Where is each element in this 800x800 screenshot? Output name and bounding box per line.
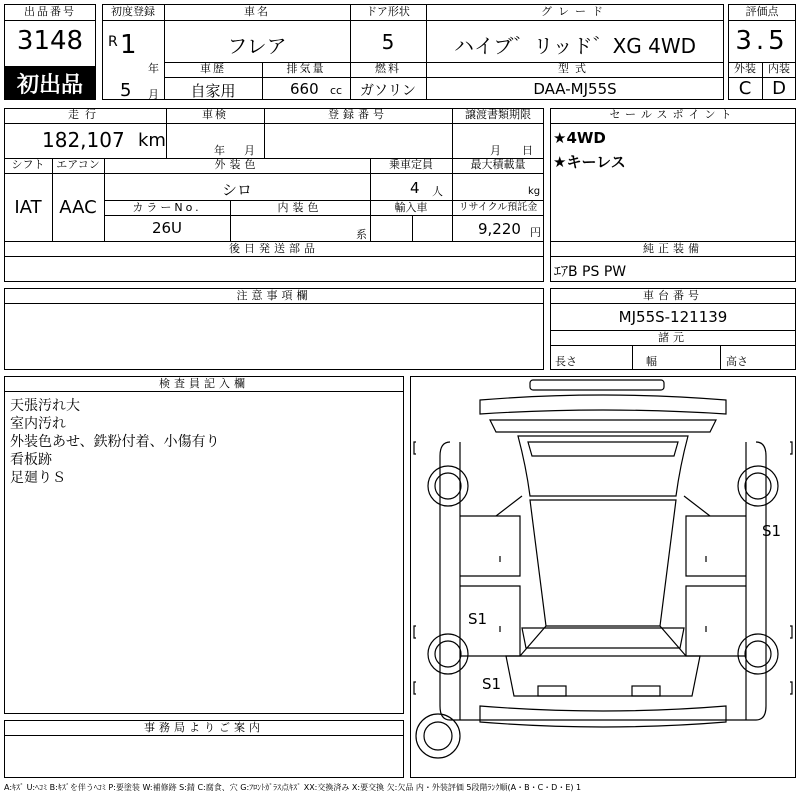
lot-no-label: 出品番号 [24,5,76,18]
inspector-line-2: 室内汚れ [10,416,66,432]
mileage-unit: km [138,130,166,151]
int-color-label: 内装色 [277,201,323,214]
office-label: 事務局よりご案内 [144,721,264,734]
first-listing-text: 初出品 [16,73,83,98]
chassis-label: 車台番号 [643,289,703,302]
transfer-month: 月 [490,144,501,157]
mileage-label: 走行 [68,108,102,121]
car-name-label: 車名 [244,5,270,18]
interior-grade: D [772,78,786,99]
fuel-label: 燃料 [375,62,401,75]
plate-label: 登録番号 [328,108,388,121]
recycle-unit: 円 [530,226,541,239]
model: DAA-MJ55S [533,80,617,98]
displacement-label: 排気量 [286,62,326,75]
capacity-unit: 人 [432,185,443,198]
damage-mark-right-front: S1 [762,522,782,540]
interior-label: 内装 [768,62,790,75]
damage-mark-left-rear: S1 [482,675,502,693]
damage-mark-left-rear-door: S1 [468,610,488,628]
color: シロ [221,181,252,199]
inspector-label: 検査員記入欄 [159,377,249,390]
inspector-line-5: 足廻りＳ [10,470,66,486]
score-label: 評価点 [745,5,779,18]
displacement: 660 [290,80,319,98]
color-no: 26U [151,219,183,237]
car-name: フレア [227,34,287,58]
history-label: 車歴 [200,62,226,75]
score: 3.5 [735,26,789,56]
shift-label: シフト [11,158,45,171]
grade-label: グレード [541,5,609,18]
chassis-no: MJ55S-121139 [618,308,728,326]
shift: IAT [14,197,42,218]
height-label: 高さ [726,355,748,368]
transfer-label: 譲渡書類期限 [465,108,531,121]
fuel: ガソリン [360,83,416,99]
transfer-day: 日 [522,144,533,157]
inspector-line-4: 看板跡 [10,452,52,468]
equipment: ｴｱB PS PW [554,264,627,280]
footer-legend: A:ｷｽﾞ U:ﾍｺﾐ B:ｷｽﾞを伴うﾍｺﾐ P:要塗装 W:補修跡 S:錆 C:腐食、穴 G:ﾌﾛﾝﾄｶﾞﾗｽ点ｷｽﾞ XX:交換済み X:要交換 欠:欠品 内・外装評価 5段階ﾗﾝｸ順(A・B・C・D・E) 1 [4,783,582,792]
notes-label: 注意事項欄 [236,289,312,302]
ac: AAC [59,197,97,218]
first-reg-label: 初度登録 [111,5,155,18]
grade: ハイブ゛リッド゛XG 4WD [453,34,697,58]
selling-point-2: ★キーレス [553,153,626,171]
displacement-unit: cc [330,84,343,97]
mileage: 182,107 [42,128,125,152]
equipment-label: 純正装備 [643,242,703,255]
door-label: ドア形状 [366,5,410,18]
reg-year: 1 [120,30,137,60]
month-unit: 月 [148,88,159,101]
selling-point-1: ★4WD [553,129,606,147]
dims-label: 諸元 [658,331,688,344]
width-label: 幅 [646,355,657,368]
year-unit: 年 [148,62,159,75]
car-diagram [410,376,796,778]
history: 自家用 [190,82,236,100]
length-label: 長さ [555,355,577,368]
inspection-month: 月 [244,144,255,157]
recycle: 9,220 [478,220,521,238]
inspector-line-3: 外装色あせ、鉄粉付着、小傷有り [10,434,220,450]
recycle-label: リサイクル預託金 [458,202,538,213]
lot-no: 3148 [16,26,84,56]
selling-label: セールスポイント [609,108,737,121]
int-color-unit: 系 [356,228,367,241]
capacity: 4 [410,179,420,197]
inspection-year: 年 [214,144,225,157]
doors: 5 [381,30,395,54]
reg-month: 5 [120,80,132,101]
ac-label: エアコン [56,158,100,171]
color-label: 外装色 [214,158,260,171]
era: R [108,34,118,50]
later-parts-label: 後日発送部品 [229,242,319,255]
exterior-label: 外装 [734,62,756,75]
model-label: 型式 [558,62,592,75]
color-no-label: カラーNo. [132,201,202,214]
inspector-line-1: 天張汚れ大 [10,398,80,414]
exterior-grade: C [738,78,752,99]
load-unit: kg [528,186,541,197]
load-label: 最大積載量 [470,158,526,171]
capacity-label: 乗車定員 [389,158,433,171]
inspection-label: 車検 [202,108,228,121]
import-label: 輸入車 [394,201,428,214]
